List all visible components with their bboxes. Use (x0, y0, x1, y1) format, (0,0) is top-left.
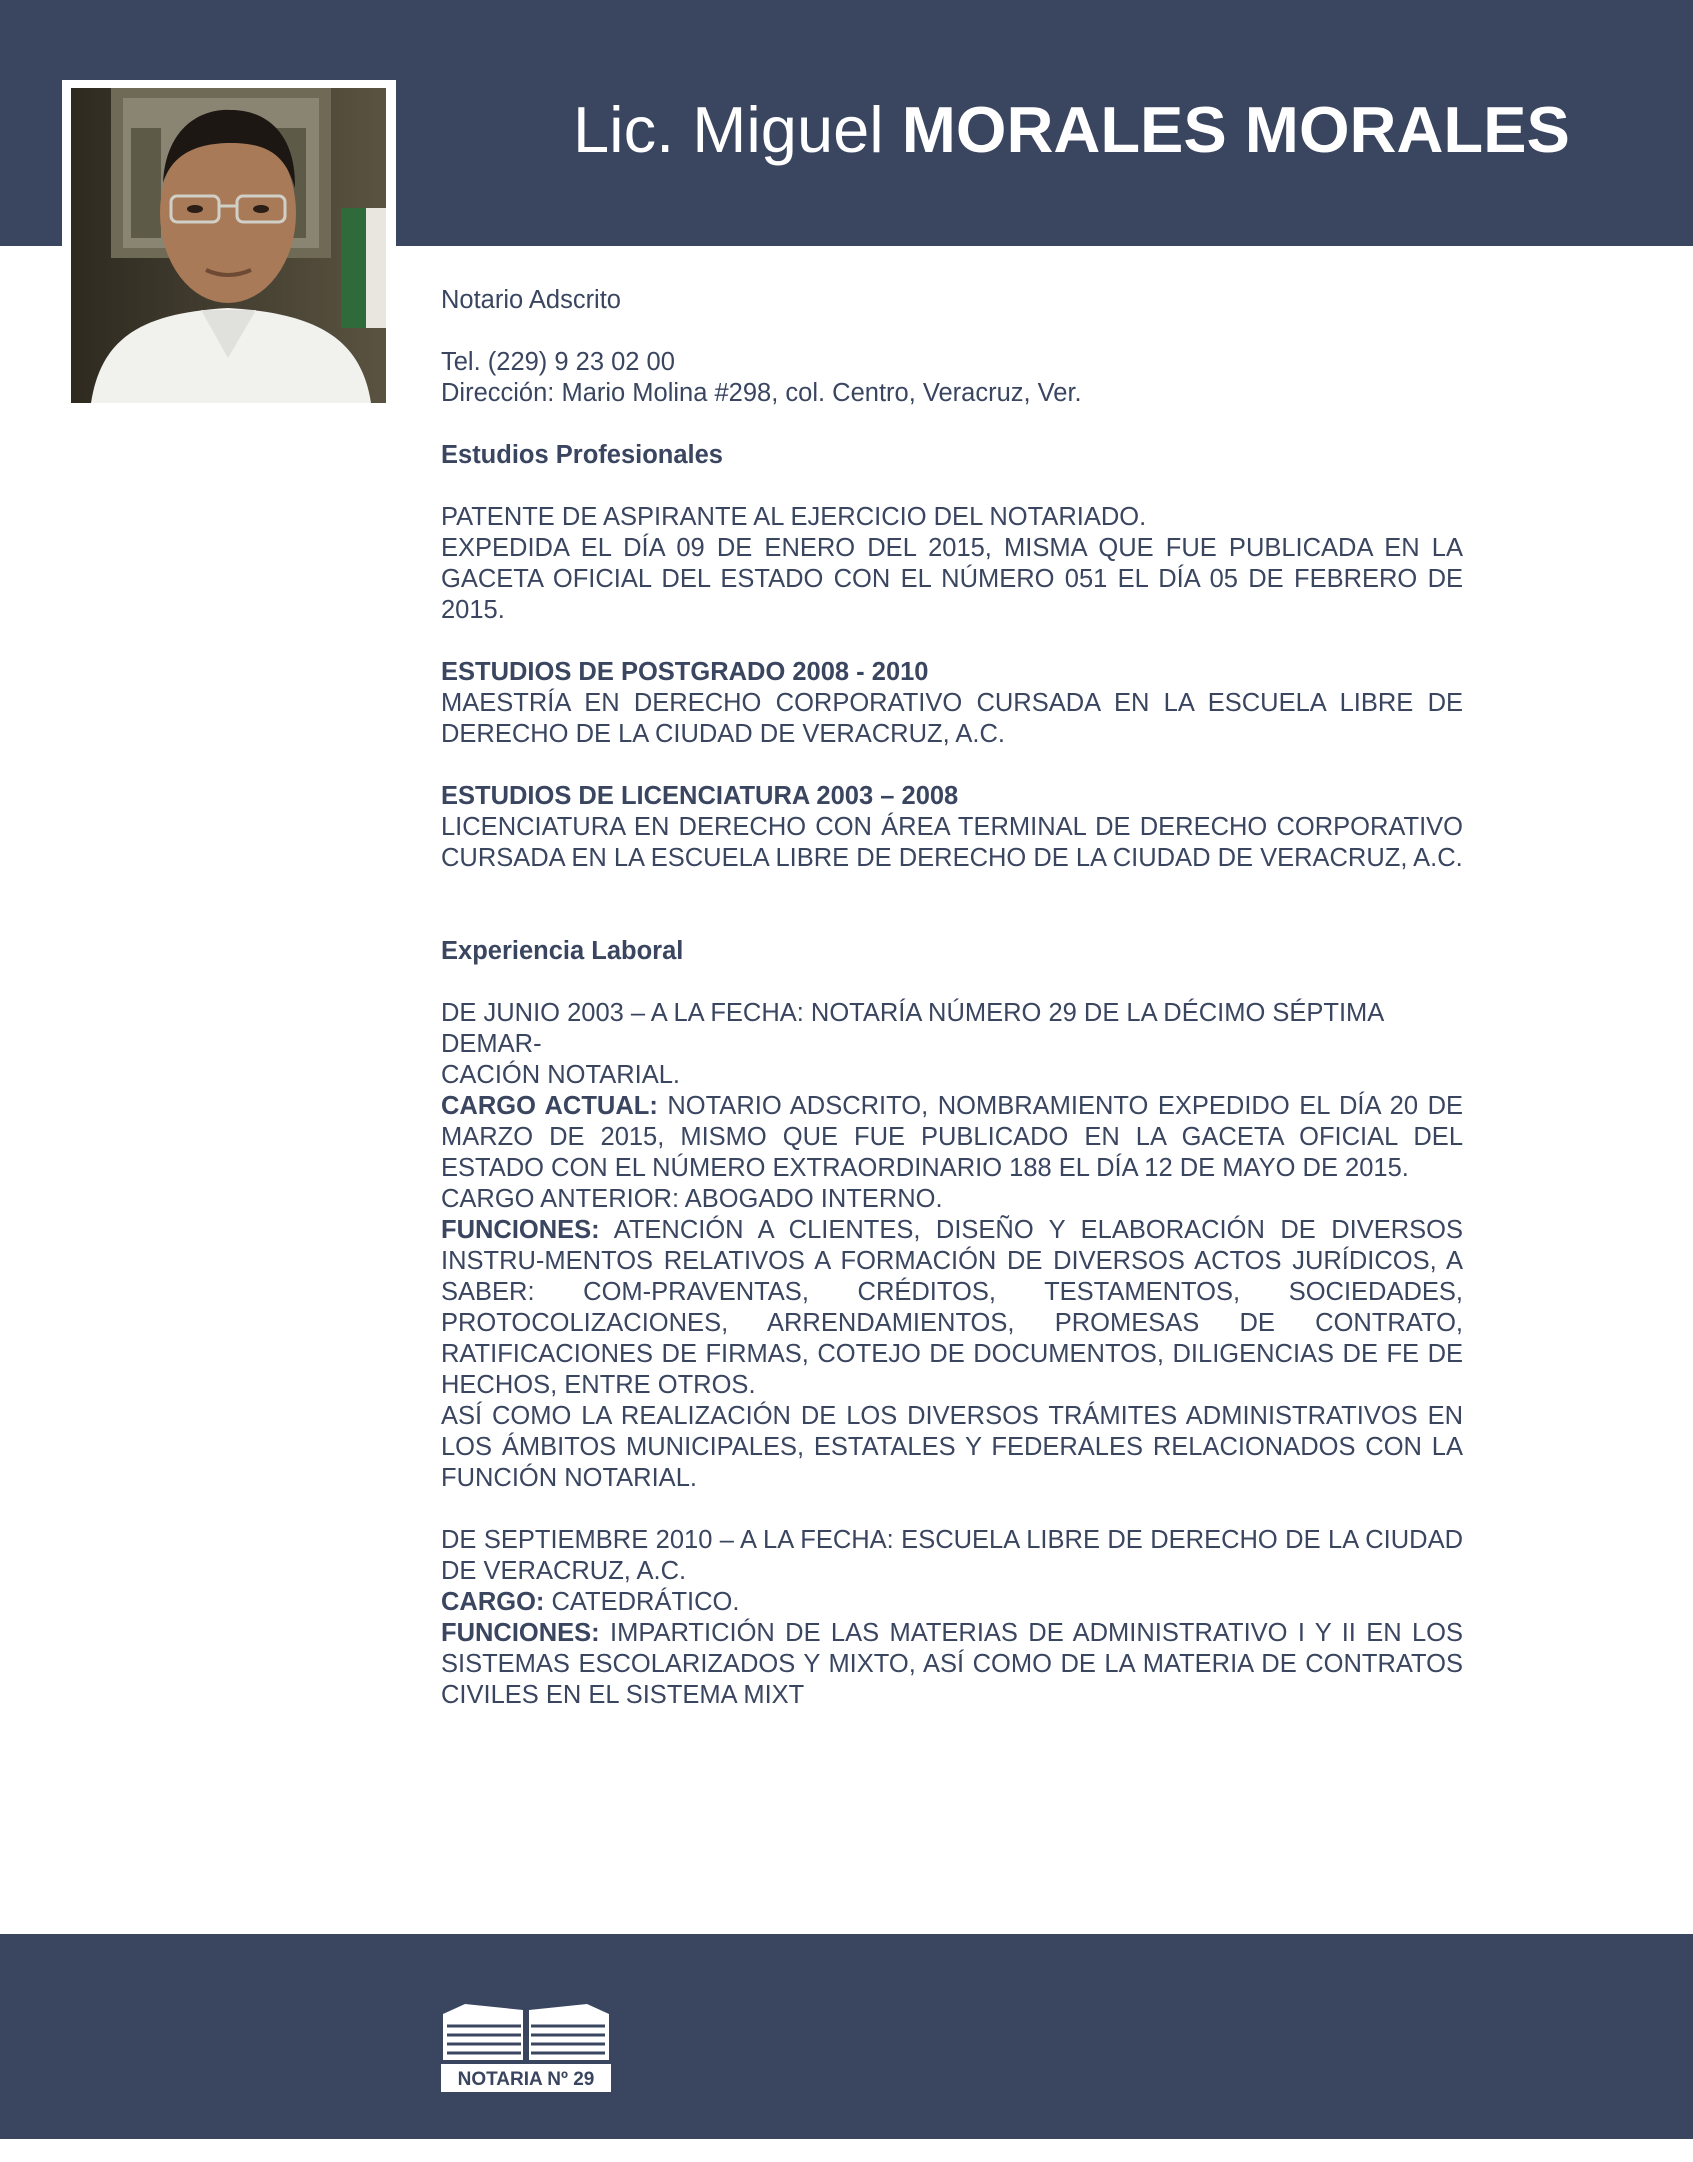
postgrad-text: MAESTRÍA EN DERECHO CORPORATIVO CURSADA EN LA ESCUELA LIBRE DE DERECHO DE LA CIUDAD DE VERACRUZ, A.C. (441, 689, 1463, 748)
postgrad-title: ESTUDIOS DE POSTGRADO 2008 - 2010 (441, 658, 929, 686)
job2-cargo-label: CARGO: (441, 1588, 545, 1616)
address-text: Dirección: Mario Molina #298, col. Centro, Veracruz, Ver. (441, 379, 1082, 407)
job1-cargo-text: NOTARIO ADSCRITO, NOMBRAMIENTO EXPEDIDO EL DÍA 20 DE MARZO DE 2015, MISMO QUE FUE PUBLICADO EN LA GACETA OFICIAL DEL ESTADO CON EL NÚMERO EXTRAORDINARIO 188 EL DÍA 12 DE MAYO DE 2015. (441, 1092, 1463, 1182)
bachelor-text: LICENCIATURA EN DERECHO CON ÁREA TERMINAL DE DERECHO CORPORATIVO CURSADA EN LA ESCUELA LIBRE DE DERECHO DE LA CIUDAD DE VERACRUZ, A.C. (441, 813, 1463, 872)
bachelor-title: ESTUDIOS DE LICENCIATURA 2003 – 2008 (441, 782, 959, 810)
title-surname: MORALES MORALES (901, 93, 1570, 166)
phone-text: Tel. (229) 9 23 02 00 (441, 348, 675, 376)
job1-extra: ASÍ COMO LA REALIZACIÓN DE LOS DIVERSOS TRÁMITES ADMINISTRATIVOS EN LOS ÁMBITOS MUNICIPALES, ESTATALES Y FEDERALES RELACIONADOS CON LA FUNCIÓN NOTARIAL. (441, 1402, 1463, 1492)
job2-functions (441, 1618, 1463, 1711)
job1-line2: CACIÓN NOTARIAL. (441, 1061, 680, 1089)
job1-functions (441, 1215, 1463, 1401)
job1-cargo-label: CARGO ACTUAL: (441, 1092, 658, 1120)
notaria-logo (441, 2004, 611, 2092)
studies-heading: Estudios Profesionales (441, 441, 723, 469)
job1-line1: DE JUNIO 2003 – A LA FECHA: NOTARÍA NÚMERO 29 DE LA DÉCIMO SÉPTIMA DEMAR- (441, 999, 1383, 1058)
patent-line: PATENTE DE ASPIRANTE AL EJERCICIO DEL NOTARIADO. (441, 503, 1147, 531)
job1-previous: CARGO ANTERIOR: ABOGADO INTERNO. (441, 1185, 943, 1213)
resume-content (441, 285, 1463, 1711)
title-prefix: Lic. Miguel (573, 93, 884, 166)
page-title (573, 90, 1570, 170)
logo-text: NOTARIA Nº 29 (457, 2069, 595, 2090)
job2-line: DE SEPTIEMBRE 2010 – A LA FECHA: ESCUELA LIBRE DE DERECHO DE LA CIUDAD DE VERACRUZ, A.C. (441, 1526, 1463, 1585)
role-text: Notario Adscrito (441, 286, 621, 314)
experience-heading: Experiencia Laboral (441, 937, 684, 965)
book-logo-icon (441, 2004, 611, 2092)
footer-band (0, 1934, 1693, 2139)
portrait-illustration (71, 88, 386, 403)
portrait-photo (71, 88, 386, 403)
patent-detail: EXPEDIDA EL DÍA 09 DE ENERO DEL 2015, MISMA QUE FUE PUBLICADA EN LA GACETA OFICIAL DEL ESTADO CON EL NÚMERO 051 EL DÍA 05 DE FEBRERO DE 2015. (441, 534, 1463, 624)
job1-cargo (441, 1091, 1463, 1184)
job2-cargo-text: CATEDRÁTICO. (551, 1588, 740, 1616)
job2-func-label: FUNCIONES: (441, 1619, 600, 1647)
job2-func-text: IMPARTICIÓN DE LAS MATERIAS DE ADMINISTRATIVO I Y II EN LOS SISTEMAS ESCOLARIZADOS Y MIXTO, ASÍ COMO DE LA MATERIA DE CONTRATOS CIVILES EN EL SISTEMA MIXT (441, 1619, 1463, 1709)
job1-func-text: ATENCIÓN A CLIENTES, DISEÑO Y ELABORACIÓN DE DIVERSOS INSTRU-MENTOS RELATIVOS A FORMACIÓN DE DIVERSOS ACTOS JURÍDICOS, A SABER: COM-PRAVENTAS, CRÉDITOS, TESTAMENTOS, SOCIEDADES, PROTOCOLIZACIONES, ARRENDAMIENTOS, PROMESAS DE CONTRATO, RATIFICACIONES DE FIRMAS, COTEJO DE DOCUMENTOS, DILIGENCIAS DE FE DE HECHOS, ENTRE OTROS. (441, 1216, 1463, 1399)
job2-cargo (441, 1587, 1463, 1618)
job1-func-label: FUNCIONES: (441, 1216, 600, 1244)
